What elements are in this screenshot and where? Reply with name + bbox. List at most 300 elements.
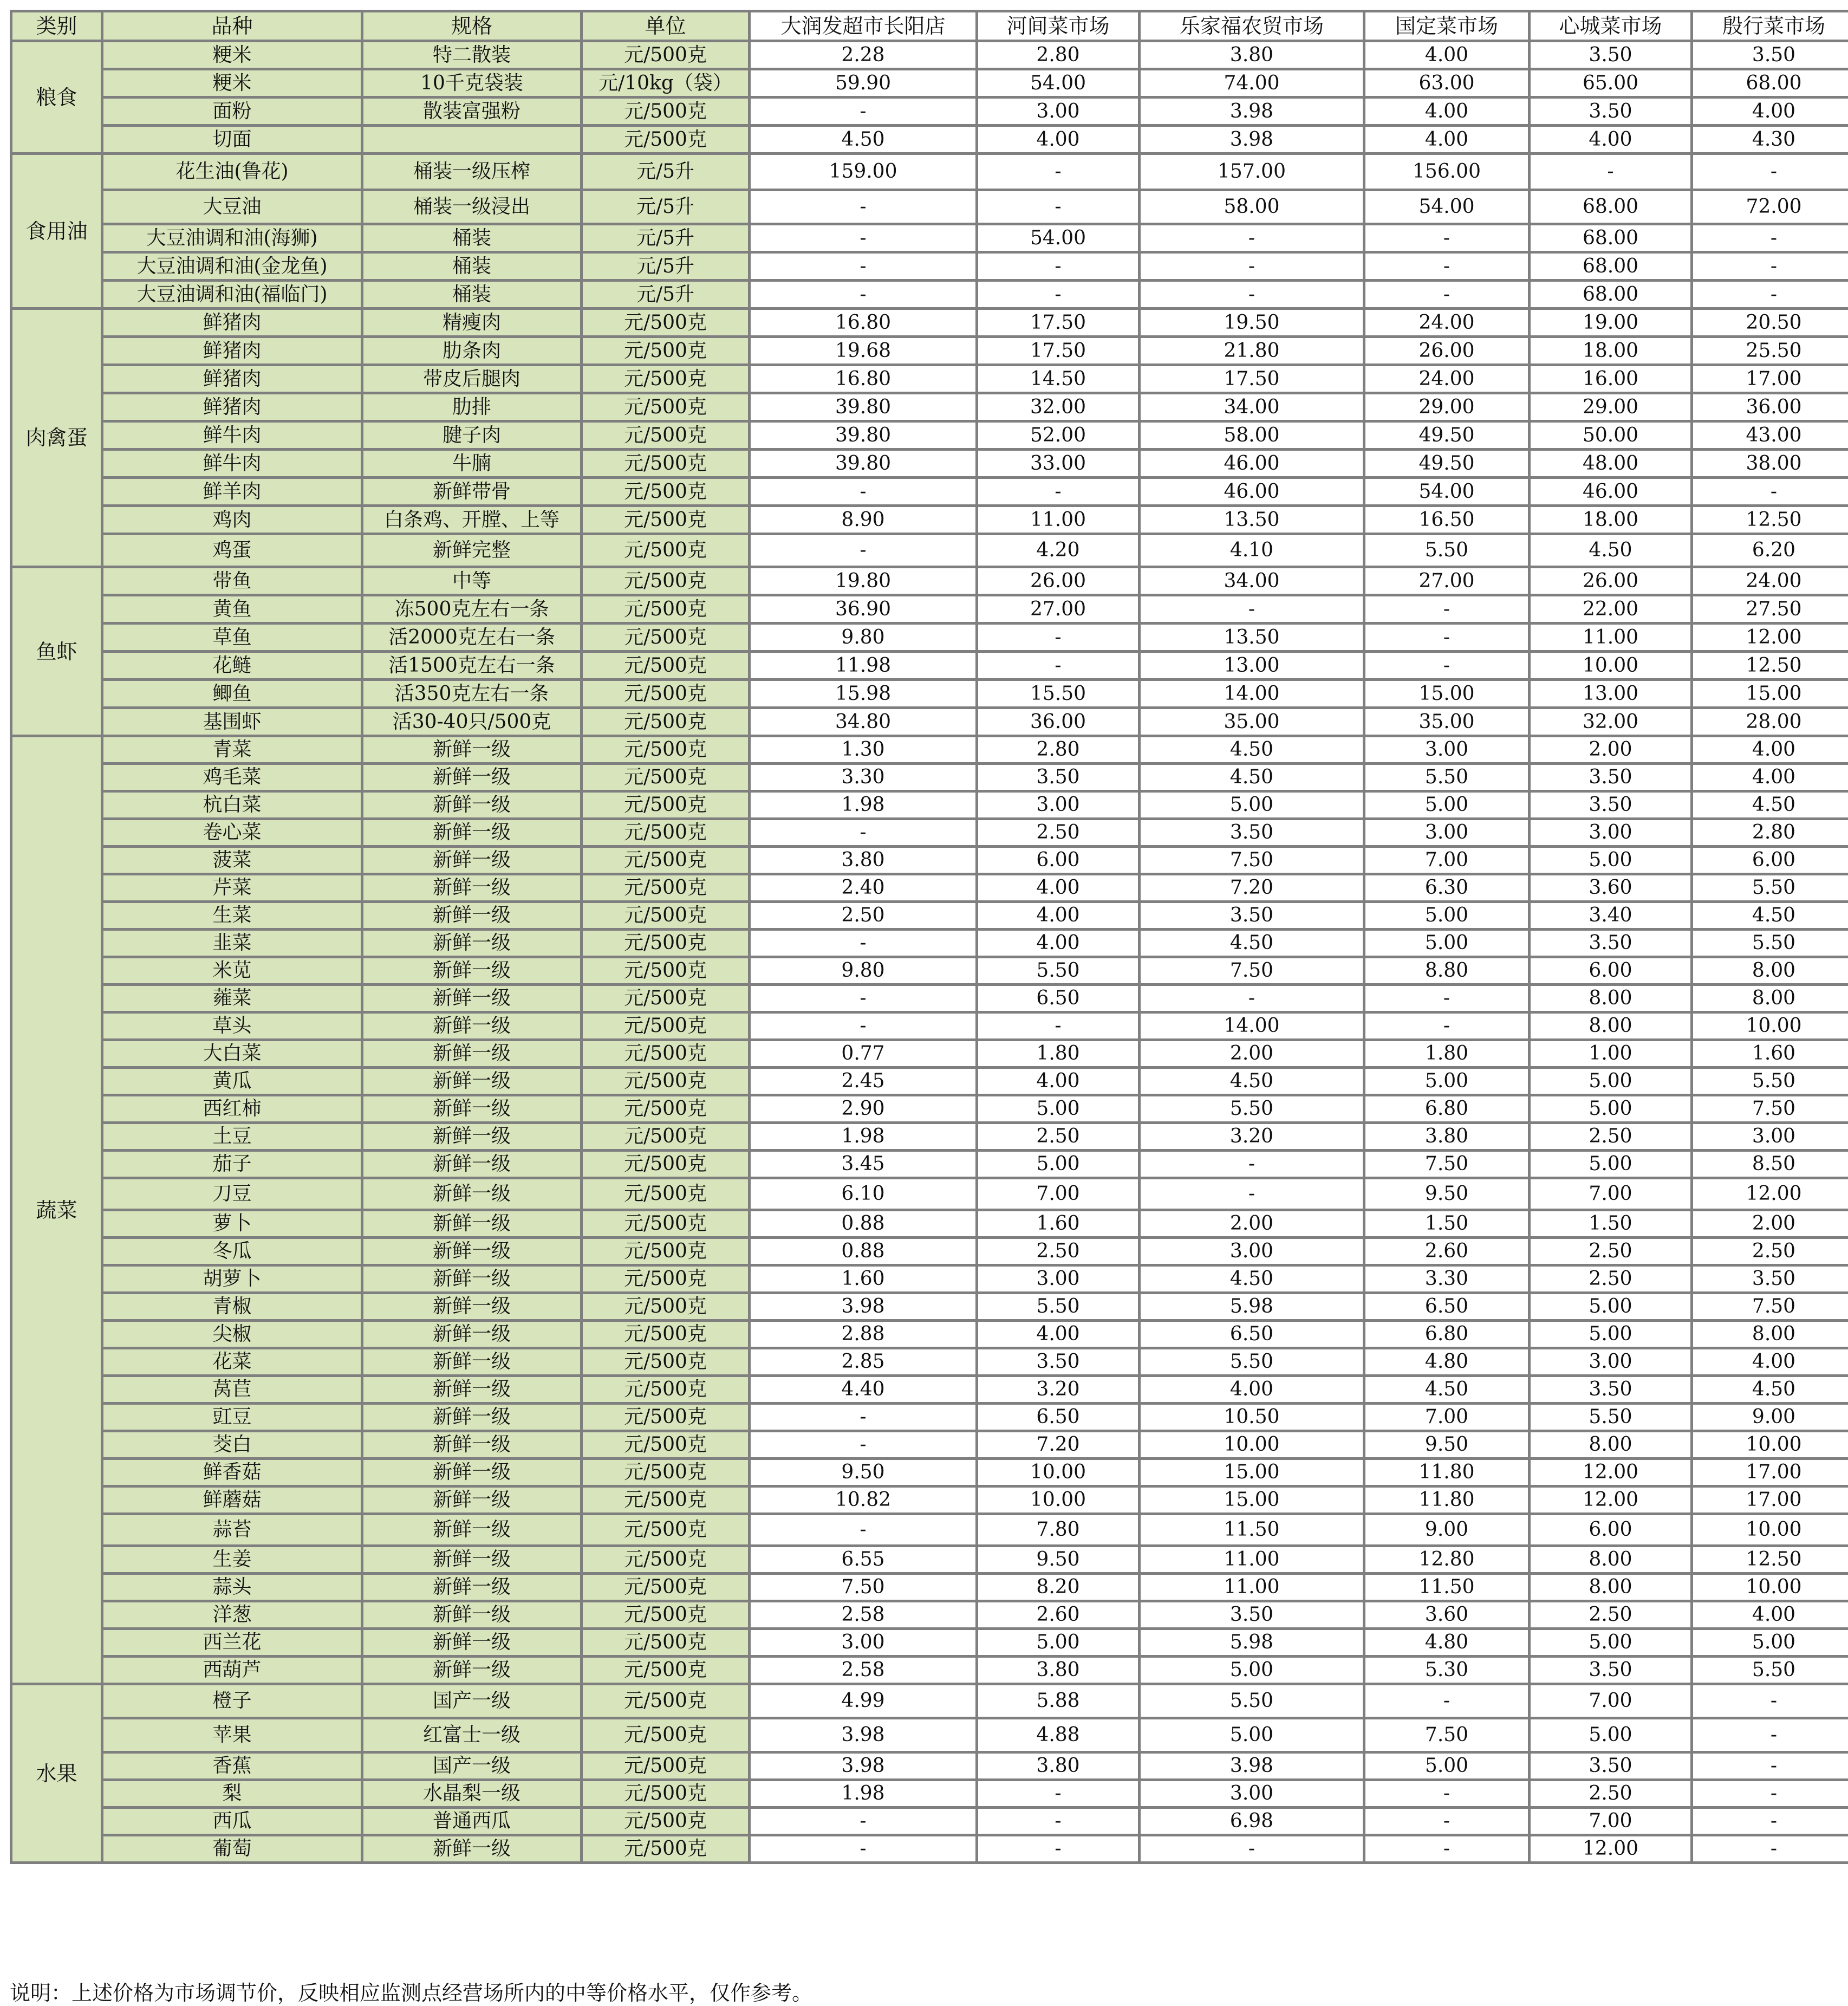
price-cell: 4.00 — [1692, 1601, 1848, 1629]
price-cell: 6.55 — [750, 1546, 977, 1574]
spec-cell: 新鲜一级 — [362, 985, 582, 1012]
unit-cell: 元/5升 — [582, 190, 750, 224]
header-row — [11, 11, 1848, 41]
spec-cell: 活2000克左右一条 — [362, 624, 582, 652]
spec-cell: 新鲜一级 — [362, 1068, 582, 1095]
price-cell: - — [1364, 1012, 1530, 1040]
price-cell: 3.40 — [1530, 902, 1692, 930]
spec-cell: 新鲜一级 — [362, 1835, 582, 1863]
price-cell: 54.00 — [1364, 478, 1530, 506]
table-row — [11, 69, 1848, 98]
variety-cell: 花生油(鲁花) — [102, 154, 362, 190]
price-cell: 12.00 — [1692, 1178, 1848, 1210]
variety-cell: 鲫鱼 — [102, 680, 362, 708]
unit-cell: 元/500克 — [582, 1151, 750, 1178]
price-cell: 3.98 — [750, 1293, 977, 1321]
price-cell: 3.50 — [1530, 98, 1692, 126]
unit-cell: 元/500克 — [582, 393, 750, 421]
table-row — [11, 764, 1848, 791]
price-cell: - — [977, 252, 1140, 281]
price-cell: 12.00 — [1530, 1459, 1692, 1486]
unit-cell: 元/500克 — [582, 1514, 750, 1546]
price-cell: - — [1140, 252, 1364, 281]
price-cell: 12.80 — [1364, 1546, 1530, 1574]
price-cell: 7.20 — [977, 1431, 1140, 1459]
table-row — [11, 1012, 1848, 1040]
price-cell: 21.80 — [1140, 337, 1364, 365]
price-cell: 11.80 — [1364, 1486, 1530, 1514]
price-cell: - — [1692, 1808, 1848, 1835]
price-cell: 7.00 — [1364, 1404, 1530, 1431]
table-row — [11, 478, 1848, 506]
price-cell: 4.20 — [977, 534, 1140, 567]
variety-cell: 鲜猪肉 — [102, 337, 362, 365]
unit-cell: 元/500克 — [582, 819, 750, 847]
table-row — [11, 98, 1848, 126]
price-cell: 3.60 — [1530, 874, 1692, 902]
price-cell: 5.00 — [1364, 930, 1530, 957]
variety-cell: 大豆油调和油(金龙鱼) — [102, 252, 362, 281]
price-cell: 68.00 — [1530, 281, 1692, 309]
price-cell: 4.50 — [1692, 791, 1848, 819]
variety-cell: 草鱼 — [102, 624, 362, 652]
price-cell: 5.00 — [1364, 902, 1530, 930]
price-table — [10, 10, 1848, 1864]
price-cell: 68.00 — [1692, 69, 1848, 98]
price-cell: 4.80 — [1364, 1348, 1530, 1376]
header-category: 类别 — [11, 11, 102, 41]
price-cell: 28.00 — [1692, 708, 1848, 736]
price-cell: 5.50 — [1692, 874, 1848, 902]
price-cell: 1.50 — [1364, 1210, 1530, 1238]
price-cell: 3.00 — [1364, 819, 1530, 847]
table-row — [11, 190, 1848, 224]
price-cell: 32.00 — [1530, 708, 1692, 736]
category-cell: 食用油 — [11, 154, 102, 309]
header-market-xincheng: 心城菜市场 — [1530, 11, 1692, 41]
price-cell: 5.50 — [1692, 1657, 1848, 1684]
price-cell: 26.00 — [1530, 567, 1692, 595]
table-row — [11, 1684, 1848, 1718]
price-cell: 2.85 — [750, 1348, 977, 1376]
price-cell: 27.00 — [977, 595, 1140, 624]
price-cell: - — [977, 154, 1140, 190]
table-row — [11, 1514, 1848, 1546]
price-cell: 58.00 — [1140, 421, 1364, 450]
spec-cell: 桶装 — [362, 252, 582, 281]
price-cell: - — [750, 985, 977, 1012]
variety-cell: 萝卜 — [102, 1210, 362, 1238]
spec-cell: 国产一级 — [362, 1752, 582, 1780]
price-cell: - — [977, 478, 1140, 506]
table-row — [11, 1752, 1848, 1780]
price-cell: 27.00 — [1364, 567, 1530, 595]
price-cell: 3.00 — [1140, 1238, 1364, 1265]
price-cell: 5.50 — [977, 1293, 1140, 1321]
table-row — [11, 736, 1848, 764]
price-cell: 16.80 — [750, 365, 977, 393]
variety-cell: 草头 — [102, 1012, 362, 1040]
price-cell: 12.00 — [1530, 1486, 1692, 1514]
price-cell: 3.50 — [1530, 1657, 1692, 1684]
price-cell: 7.80 — [977, 1514, 1140, 1546]
variety-cell: 鲜猪肉 — [102, 365, 362, 393]
variety-cell: 梨 — [102, 1780, 362, 1808]
spec-cell: 肋条肉 — [362, 337, 582, 365]
price-cell: 2.28 — [750, 41, 977, 69]
price-cell: 4.00 — [1692, 736, 1848, 764]
price-cell: - — [750, 224, 977, 252]
unit-cell: 元/5升 — [582, 252, 750, 281]
table-row — [11, 1431, 1848, 1459]
price-cell: 36.00 — [1692, 393, 1848, 421]
price-cell: 2.50 — [1530, 1265, 1692, 1293]
variety-cell: 茭白 — [102, 1431, 362, 1459]
table-row — [11, 41, 1848, 69]
price-cell: 20.50 — [1692, 309, 1848, 337]
variety-cell: 鲜蘑菇 — [102, 1486, 362, 1514]
spec-cell: 活350克左右一条 — [362, 680, 582, 708]
price-cell: - — [1140, 281, 1364, 309]
price-cell: 10.00 — [977, 1486, 1140, 1514]
price-cell: 35.00 — [1364, 708, 1530, 736]
price-cell: 18.00 — [1530, 506, 1692, 534]
price-cell: 26.00 — [977, 567, 1140, 595]
spec-cell: 散装富强粉 — [362, 98, 582, 126]
spec-cell: 带皮后腿肉 — [362, 365, 582, 393]
table-row — [11, 595, 1848, 624]
price-cell: 10.82 — [750, 1486, 977, 1514]
price-cell: 3.00 — [1530, 819, 1692, 847]
table-row — [11, 1068, 1848, 1095]
price-cell: 17.50 — [977, 337, 1140, 365]
variety-cell: 香蕉 — [102, 1752, 362, 1780]
unit-cell: 元/500克 — [582, 1348, 750, 1376]
unit-cell: 元/500克 — [582, 1486, 750, 1514]
table-row — [11, 847, 1848, 874]
unit-cell: 元/10kg（袋） — [582, 69, 750, 98]
price-cell: 5.00 — [1140, 1657, 1364, 1684]
price-cell: 10.00 — [1692, 1012, 1848, 1040]
price-cell: 3.00 — [1530, 1348, 1692, 1376]
price-cell: 32.00 — [977, 393, 1140, 421]
price-cell: - — [1692, 1684, 1848, 1718]
spec-cell: 新鲜一级 — [362, 1657, 582, 1684]
spec-cell: 新鲜一级 — [362, 1293, 582, 1321]
price-cell: 7.50 — [1692, 1293, 1848, 1321]
price-cell: 6.50 — [977, 985, 1140, 1012]
price-cell: 7.00 — [1530, 1808, 1692, 1835]
spec-cell: 新鲜一级 — [362, 791, 582, 819]
price-cell: 2.58 — [750, 1601, 977, 1629]
unit-cell: 元/500克 — [582, 1601, 750, 1629]
price-cell: 4.50 — [1140, 764, 1364, 791]
unit-cell: 元/500克 — [582, 1629, 750, 1657]
unit-cell: 元/500克 — [582, 1210, 750, 1238]
header-market-lejiafu: 乐家福农贸市场 — [1140, 11, 1364, 41]
price-cell: 6.00 — [977, 847, 1140, 874]
spec-cell: 红富士一级 — [362, 1718, 582, 1752]
spec-cell: 新鲜一级 — [362, 736, 582, 764]
table-row — [11, 957, 1848, 985]
price-cell: 1.98 — [750, 1780, 977, 1808]
unit-cell: 元/500克 — [582, 874, 750, 902]
price-cell: 11.00 — [977, 506, 1140, 534]
variety-cell: 米苋 — [102, 957, 362, 985]
price-cell: 4.00 — [977, 1068, 1140, 1095]
price-cell: 8.00 — [1530, 1574, 1692, 1601]
price-cell: 1.98 — [750, 1123, 977, 1151]
price-cell: 11.00 — [1530, 624, 1692, 652]
price-cell: 1.98 — [750, 791, 977, 819]
price-cell: 5.00 — [1530, 847, 1692, 874]
price-cell: 3.50 — [1530, 791, 1692, 819]
spec-cell: 新鲜一级 — [362, 1321, 582, 1348]
price-cell: 3.00 — [1364, 736, 1530, 764]
variety-cell: 蒜头 — [102, 1574, 362, 1601]
price-cell: 3.80 — [977, 1657, 1140, 1684]
variety-cell: 西红柿 — [102, 1095, 362, 1123]
price-cell: 5.00 — [1530, 1151, 1692, 1178]
price-cell: 4.50 — [1530, 534, 1692, 567]
variety-cell: 鲜羊肉 — [102, 478, 362, 506]
price-cell: 4.50 — [1140, 1068, 1364, 1095]
price-cell: 6.20 — [1692, 534, 1848, 567]
spec-cell: 腱子肉 — [362, 421, 582, 450]
price-cell: 10.00 — [1692, 1431, 1848, 1459]
price-cell: 9.00 — [1364, 1514, 1530, 1546]
price-cell: 39.80 — [750, 421, 977, 450]
table-row — [11, 1321, 1848, 1348]
table-row — [11, 421, 1848, 450]
price-cell: - — [750, 478, 977, 506]
price-cell: 5.98 — [1140, 1629, 1364, 1657]
price-cell: 13.50 — [1140, 506, 1364, 534]
unit-cell: 元/500克 — [582, 1040, 750, 1068]
price-cell: 4.99 — [750, 1684, 977, 1718]
price-cell: - — [1692, 281, 1848, 309]
price-cell: 17.50 — [1140, 365, 1364, 393]
table-row — [11, 154, 1848, 190]
price-cell: - — [750, 281, 977, 309]
table-row — [11, 224, 1848, 252]
price-cell: 6.80 — [1364, 1321, 1530, 1348]
price-cell: 5.50 — [1140, 1095, 1364, 1123]
price-cell: 39.80 — [750, 450, 977, 478]
price-cell: 8.50 — [1692, 1151, 1848, 1178]
price-cell: 25.50 — [1692, 337, 1848, 365]
price-cell: - — [1140, 985, 1364, 1012]
table-row — [11, 1459, 1848, 1486]
price-cell: 16.00 — [1530, 365, 1692, 393]
price-cell: 15.00 — [1140, 1459, 1364, 1486]
price-cell: 157.00 — [1140, 154, 1364, 190]
price-cell: 4.88 — [977, 1718, 1140, 1752]
price-cell: 3.00 — [977, 98, 1140, 126]
variety-cell: 蒜苔 — [102, 1514, 362, 1546]
price-cell: 3.80 — [977, 1752, 1140, 1780]
price-cell: - — [977, 1808, 1140, 1835]
table-row — [11, 309, 1848, 337]
price-cell: 5.00 — [1530, 1718, 1692, 1752]
variety-cell: 豇豆 — [102, 1404, 362, 1431]
price-cell: 4.10 — [1140, 534, 1364, 567]
spec-cell: 新鲜一级 — [362, 1629, 582, 1657]
price-cell: 12.50 — [1692, 506, 1848, 534]
spec-cell: 特二散装 — [362, 41, 582, 69]
price-cell: - — [977, 190, 1140, 224]
price-cell: 3.00 — [977, 791, 1140, 819]
price-cell: 15.50 — [977, 680, 1140, 708]
price-cell: - — [750, 534, 977, 567]
variety-cell: 鲜猪肉 — [102, 393, 362, 421]
price-cell: 29.00 — [1364, 393, 1530, 421]
price-cell: - — [750, 819, 977, 847]
category-cell: 水果 — [11, 1684, 102, 1863]
unit-cell: 元/500克 — [582, 902, 750, 930]
price-cell: 5.00 — [1692, 1629, 1848, 1657]
price-cell: 18.00 — [1530, 337, 1692, 365]
price-cell: 8.00 — [1530, 1546, 1692, 1574]
price-cell: 2.00 — [1692, 1210, 1848, 1238]
price-cell: 3.30 — [1364, 1265, 1530, 1293]
header-variety: 品种 — [102, 11, 362, 41]
unit-cell: 元/500克 — [582, 1780, 750, 1808]
unit-cell: 元/500克 — [582, 478, 750, 506]
header-market-hejian: 河间菜市场 — [977, 11, 1140, 41]
variety-cell: 西葫芦 — [102, 1657, 362, 1684]
price-cell: 6.50 — [1140, 1321, 1364, 1348]
price-cell: 4.50 — [750, 126, 977, 154]
unit-cell: 元/500克 — [582, 1178, 750, 1210]
table-row — [11, 1601, 1848, 1629]
price-cell: 11.00 — [1140, 1546, 1364, 1574]
price-cell: 26.00 — [1364, 337, 1530, 365]
table-row — [11, 624, 1848, 652]
price-cell: 7.50 — [1364, 1151, 1530, 1178]
spec-cell: 白条鸡、开膛、上等 — [362, 506, 582, 534]
variety-cell: 鲜香菇 — [102, 1459, 362, 1486]
spec-cell: 水晶梨一级 — [362, 1780, 582, 1808]
price-cell: 6.00 — [1530, 1514, 1692, 1546]
price-cell: - — [1692, 1752, 1848, 1780]
price-cell: 68.00 — [1530, 252, 1692, 281]
header-unit: 单位 — [582, 11, 750, 41]
spec-cell: 活1500克左右一条 — [362, 652, 582, 680]
price-cell: 13.00 — [1530, 680, 1692, 708]
price-cell: 19.68 — [750, 337, 977, 365]
variety-cell: 黄瓜 — [102, 1068, 362, 1095]
price-cell: 1.80 — [977, 1040, 1140, 1068]
price-cell: - — [977, 1780, 1140, 1808]
table-row — [11, 1210, 1848, 1238]
table-row — [11, 902, 1848, 930]
price-cell: 24.00 — [1364, 309, 1530, 337]
price-cell: 9.50 — [1364, 1431, 1530, 1459]
price-cell: 46.00 — [1530, 478, 1692, 506]
table-row — [11, 126, 1848, 154]
price-cell: 7.00 — [1530, 1178, 1692, 1210]
price-cell: 10.00 — [1692, 1514, 1848, 1546]
spec-cell: 冻500克左右一条 — [362, 595, 582, 624]
table-row — [11, 708, 1848, 736]
spec-cell: 活30-40只/500克 — [362, 708, 582, 736]
unit-cell: 元/500克 — [582, 421, 750, 450]
variety-cell: 生菜 — [102, 902, 362, 930]
price-cell: 3.50 — [1530, 930, 1692, 957]
price-cell: - — [977, 624, 1140, 652]
variety-cell: 杭白菜 — [102, 791, 362, 819]
spec-cell: 10千克袋装 — [362, 69, 582, 98]
unit-cell: 元/500克 — [582, 1835, 750, 1863]
price-cell: 4.00 — [1692, 98, 1848, 126]
price-cell: 9.80 — [750, 957, 977, 985]
price-cell: 2.50 — [977, 1123, 1140, 1151]
unit-cell: 元/500克 — [582, 1718, 750, 1752]
spec-cell: 新鲜一级 — [362, 1265, 582, 1293]
price-cell: 11.80 — [1364, 1459, 1530, 1486]
price-cell: 3.30 — [750, 764, 977, 791]
price-cell: 3.45 — [750, 1151, 977, 1178]
variety-cell: 菠菜 — [102, 847, 362, 874]
spec-cell: 新鲜一级 — [362, 1601, 582, 1629]
price-cell: 16.80 — [750, 309, 977, 337]
price-cell: 9.80 — [750, 624, 977, 652]
unit-cell: 元/500克 — [582, 764, 750, 791]
price-cell: 54.00 — [977, 224, 1140, 252]
variety-cell: 切面 — [102, 126, 362, 154]
table-row — [11, 1265, 1848, 1293]
price-cell: 68.00 — [1530, 224, 1692, 252]
price-cell: 5.30 — [1364, 1657, 1530, 1684]
price-cell: 2.58 — [750, 1657, 977, 1684]
price-cell: 5.50 — [1364, 534, 1530, 567]
category-cell: 肉禽蛋 — [11, 309, 102, 567]
unit-cell: 元/500克 — [582, 985, 750, 1012]
price-cell: 3.98 — [1140, 1752, 1364, 1780]
price-cell: 34.00 — [1140, 567, 1364, 595]
price-cell: 68.00 — [1530, 190, 1692, 224]
price-cell: 2.50 — [1530, 1123, 1692, 1151]
unit-cell: 元/500克 — [582, 41, 750, 69]
price-cell: 4.30 — [1692, 126, 1848, 154]
price-cell: 5.00 — [1364, 1068, 1530, 1095]
table-row — [11, 1293, 1848, 1321]
price-cell: 36.90 — [750, 595, 977, 624]
price-cell: 13.50 — [1140, 624, 1364, 652]
price-cell: 4.00 — [977, 930, 1140, 957]
price-cell: 5.50 — [977, 957, 1140, 985]
spec-cell: 新鲜一级 — [362, 874, 582, 902]
variety-cell: 冬瓜 — [102, 1238, 362, 1265]
price-cell: 29.00 — [1530, 393, 1692, 421]
price-cell: 49.50 — [1364, 450, 1530, 478]
price-cell: 4.80 — [1364, 1629, 1530, 1657]
unit-cell: 元/500克 — [582, 337, 750, 365]
spec-cell: 肋排 — [362, 393, 582, 421]
table-row — [11, 1376, 1848, 1404]
price-cell: 8.20 — [977, 1574, 1140, 1601]
price-cell: - — [1364, 252, 1530, 281]
price-cell: 22.00 — [1530, 595, 1692, 624]
price-cell: 6.00 — [1692, 847, 1848, 874]
variety-cell: 橙子 — [102, 1684, 362, 1718]
price-cell: 46.00 — [1140, 450, 1364, 478]
table-row — [11, 506, 1848, 534]
variety-cell: 大白菜 — [102, 1040, 362, 1068]
price-cell: 10.00 — [1692, 1574, 1848, 1601]
variety-cell: 鲜牛肉 — [102, 450, 362, 478]
